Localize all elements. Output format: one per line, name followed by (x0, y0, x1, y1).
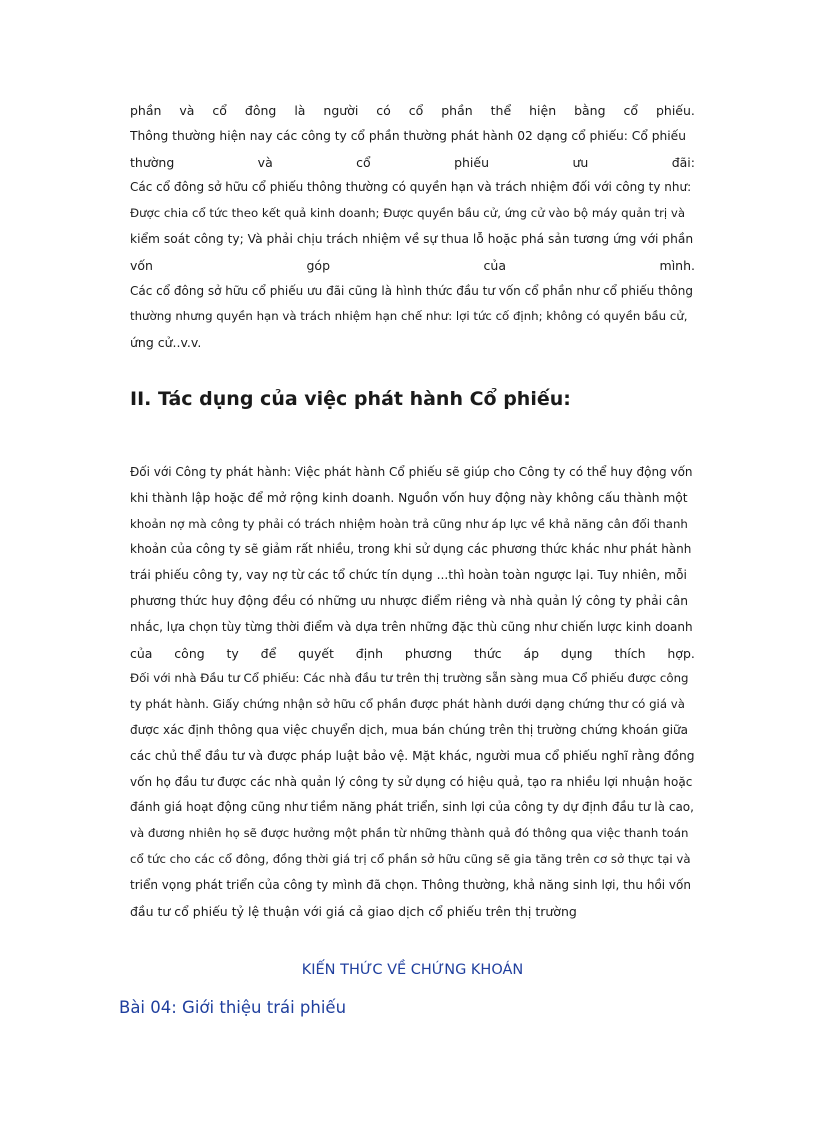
word: cổ (623, 103, 639, 118)
line-text: trái phiếu công ty, vay nợ từ các tổ chức tín dụng ...thì hoàn toàn ngược lại. Tuy nhiên, mỗi (130, 568, 687, 583)
word: thức (474, 645, 502, 661)
word: hợp. (667, 645, 695, 661)
word: là (294, 103, 306, 118)
word: cổ (212, 103, 227, 118)
line-text: nhắc, lựa chọn tùy từng thời điểm và dựa trên những đặc thù cũng như chiến lược kinh doanh (130, 619, 693, 634)
justified-line (130, 98, 695, 124)
text-line (130, 873, 695, 899)
text-line (130, 537, 695, 563)
line-text: ứng cử..v.v. (130, 335, 202, 351)
word: của (483, 257, 506, 273)
text-line (130, 279, 695, 305)
text-line (130, 563, 695, 589)
text-line (130, 718, 695, 744)
line-text: đầu tư cổ phiếu tỷ lệ thuận với giá cả giao dịch cổ phiếu trên thị trường (130, 903, 577, 919)
line-text: khoản của công ty sẽ giảm rất nhiều, trong khi sử dụng các phương thức khác như phát hành (130, 542, 692, 557)
line-text: và đương nhiên họ sẽ được hưởng một phần từ những thành quả đó thông qua việc thanh toán (130, 826, 689, 841)
line-text: ty phát hành. Giấy chứng nhận sở hữu cổ phần được phát hành dưới dạng chứng thư có giá và (130, 697, 685, 712)
word: người (323, 103, 359, 118)
text-line (130, 124, 695, 150)
word: vốn (130, 257, 153, 273)
word: thích (614, 645, 646, 661)
text-line (130, 175, 695, 201)
word: có (376, 103, 391, 118)
word: mình. (659, 257, 695, 273)
word: thể (490, 103, 512, 118)
word: để (260, 645, 277, 661)
word: hiện (529, 103, 557, 118)
text-line (130, 795, 695, 821)
line-text: Đối với nhà Đầu tư Cổ phiếu: Các nhà đầu tư trên thị trường sẵn sàng mua Cổ phiếu được công (130, 671, 689, 686)
line-text: phương thức huy động đều có những ưu nhược điểm riêng và nhà quản lý công ty phải cân (130, 593, 688, 608)
line-text: đánh giá hoạt động cũng như tiềm năng phát triển, sinh lợi của công ty dự định đầu tư là cao, (130, 800, 694, 815)
word: thường (130, 154, 175, 170)
justified-line (130, 253, 695, 279)
text-line (130, 666, 695, 692)
word: phương (404, 645, 453, 661)
line-text: Các cổ đông sở hữu cổ phiếu thông thường có quyền hạn và trách nhiệm đối với công ty như: (130, 180, 692, 195)
word: cổ (356, 154, 371, 170)
line-text: các chủ thể đầu tư và được pháp luật bảo vệ. Mặt khác, người mua cổ phiếu nghĩ rằng đồng (130, 748, 695, 763)
line-text: Thông thường hiện nay các công ty cổ phần thường phát hành 02 dạng cổ phiếu: Cổ phiếu (130, 128, 686, 143)
line-text: Các cổ đông sở hữu cổ phiếu ưu đãi cũng là hình thức đầu tư vốn cổ phần như cổ phiếu thông (130, 283, 693, 298)
text-line (130, 460, 695, 486)
word: công (174, 645, 205, 661)
section-heading: II. Tác dụng của việc phát hành Cổ phiếu: (130, 387, 571, 410)
word: dụng (560, 645, 593, 661)
line-text: Đối với Công ty phát hành: Việc phát hành Cổ phiếu sẽ giúp cho Công ty có thể huy động vốn (130, 464, 693, 479)
word: của (130, 645, 153, 661)
word: quyết (298, 645, 334, 661)
paragraph-shares (130, 98, 695, 356)
text-line (130, 899, 695, 925)
text-line (130, 589, 695, 615)
line-text: khi thành lập hoặc để mở rộng kinh doanh. Nguồn vốn huy động này không cấu thành một (130, 490, 688, 505)
word: ưu (572, 154, 589, 170)
text-line (130, 770, 695, 796)
line-text: thường nhưng quyền hạn và trách nhiệm hạn chế như: lợi tức cố định; không có quyền bầu cử, (130, 309, 688, 324)
text-line (130, 821, 695, 847)
text-line (130, 847, 695, 873)
word: và (257, 154, 273, 170)
word: áp (523, 645, 540, 661)
line-text: kiểm soát công ty; Và phải chịu trách nhiệm về sự thua lỗ hoặc phá sản tương ứng với phần (130, 231, 694, 246)
justified-line (130, 641, 695, 667)
word: định (355, 645, 384, 661)
word: ty (226, 645, 239, 661)
word: góp (306, 257, 331, 273)
document-page (119, 98, 695, 1020)
text-line (130, 692, 695, 718)
line-text: khoản nợ mà công ty phải có trách nhiệm hoàn trả cũng như áp lực về khả năng cân đối thanh (130, 516, 688, 531)
line-text: vốn họ đầu tư được các nhà quản lý công ty sử dụng có hiệu quả, tạo ra nhiều lợi nhuận hoặc (130, 774, 693, 789)
text-line (130, 486, 695, 512)
word: đông (244, 103, 277, 118)
word: cổ (408, 103, 424, 118)
word: phần (130, 103, 162, 118)
word: phần (441, 103, 473, 118)
text-line (130, 201, 695, 227)
justified-line (130, 150, 695, 176)
line-text: cổ tức cho các cổ đông, đồng thời giá trị cổ phần sở hữu cũng sẽ gia tăng trên cơ sở thực tại và (130, 851, 691, 866)
word: phiếu (454, 154, 490, 170)
text-line (130, 304, 695, 330)
text-line (130, 615, 695, 641)
word: phiếu. (655, 103, 695, 118)
text-line (130, 512, 695, 538)
word: và (179, 103, 195, 118)
line-text: Được chia cổ tức theo kết quả kinh doanh; Được quyền bầu cử, ứng cử vào bộ máy quản trị và (130, 206, 686, 221)
line-text: triển vọng phát triển của công ty mình đã chọn. Thông thường, khả năng sinh lợi, thu hồi vốn (130, 877, 691, 892)
text-line (130, 744, 695, 770)
line-text: được xác định thông qua việc chuyển dịch, mua bán chúng trên thị trường chứng khoán giữa (130, 722, 689, 737)
paragraph-benefits (130, 460, 695, 924)
word: bằng (574, 103, 606, 118)
section-title: KIẾN THỨC VỀ CHỨNG KHOÁN (301, 962, 524, 979)
word: đãi: (671, 154, 695, 170)
text-line (130, 330, 695, 356)
lesson-title: Bài 04: Giới thiệu trái phiếu (119, 998, 347, 1018)
text-line (130, 227, 695, 253)
